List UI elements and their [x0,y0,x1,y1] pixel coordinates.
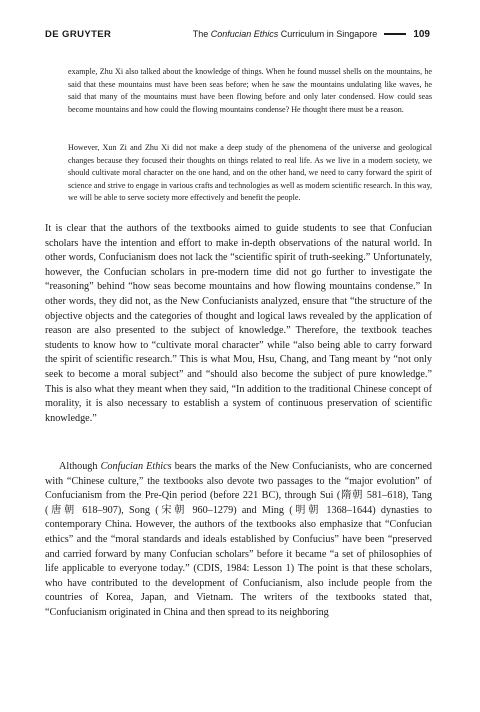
page-number: 109 [413,28,430,40]
body-paragraph-2-italic: Confucian Ethics [100,461,172,472]
running-title-italic: Confucian Ethics [210,29,279,39]
body-paragraph-1: It is clear that the authors of the textbooks aimed to guide students to see that Confucian scholars have the intention and effort to make in-depth observations of the natural world. In other words, Confucianism does not lack the “scientific spirit of truth-seeking.” Unfortunately, however, the Confucian scholars in pre-modern time did not go further to investigate the “reasoning” behind “how seas become mountains and how flowing mountains condense.” In other words, they did not, as the New Confucianists analyzed, ensure that “the structure of the objective objects and the categories of thought and logical laws revealed by the application of reason are also presented to the subject of knowledge.” Therefore, the textbook teaches students to know how to “cultivate moral character” while “also being able to carry forward the spirit of scientific research.” This is what Mou, Hsu, Chang, and Tang meant by “not only seek to become a moral subject” and “should also become the subject of pure knowledge.” This is also what they meant when they said, “In addition to the traditional Chinese concept of morality, it is also necessary to establish a system of continuous preservation of scientific knowledge.” [45,223,432,424]
block-quote-paragraph-1: example, Zhu Xi also talked about the knowledge of things. When he found mussel shells on the mountains, he said that these mountains must have been seas before; when he saw the mountains undulating like waves, he said that many of the mountains must have been flowing before and only later condensed. How could seas become mountains and how could the flowing mountains condense? He thought there must be a reason. [68,67,432,114]
running-title [193,29,378,39]
running-title-post: Curriculum in Singapore [278,29,378,39]
body-paragraph-2-rest: bears the marks of the New Confucianists, who are concerned with “Chinese culture,” the textbooks also devote two passages to the “major evolution” of Confucianism from the Pre-Qin period (before 221 BC), through Sui (隋朝 581–618), Tang (唐朝 618–907), Song (宋朝 960–1279) and Ming (明朝 1368–1644) dynasties to contemporary China. However, the authors of the textbooks also emphasize that “Confucian ethics” and the “moral standards and ideals established by Confucius” have been “preserved and carried forward by many Confucian scholars” before it became “a set of philosophies of life applicable to everyone today.” (CDIS, 1984: Lesson 1) The point is that these scholars, who have contributed to the development of Confucianism, also include people from the countries of Korea, Japan, and Vietnam. The writers of the textbooks stated that, “Confucianism originated in China and then spread to its neighboring [45,461,432,618]
block-quote-paragraph-2: However, Xun Zi and Zhu Xi did not make a deep study of the phenomena of the universe and geological changes because they focused their thoughts on things related to real life. As we live in a modern society, we should cultivate moral character on the one hand, and on the other hand, we need to carry forward the spirit of science and strive to engage in various crafts and technologies as well as modern scientific research. In this way, we will be able to serve society more effectively and benefit the people. [68,143,433,203]
body-paragraph-2 [45,460,432,621]
body-paragraph-2-lead: Although [59,461,101,472]
header-rule [384,33,406,35]
running-title-pre: The [192,29,211,39]
running-header [45,27,430,41]
publisher-name: DE GRUYTER [45,28,112,40]
